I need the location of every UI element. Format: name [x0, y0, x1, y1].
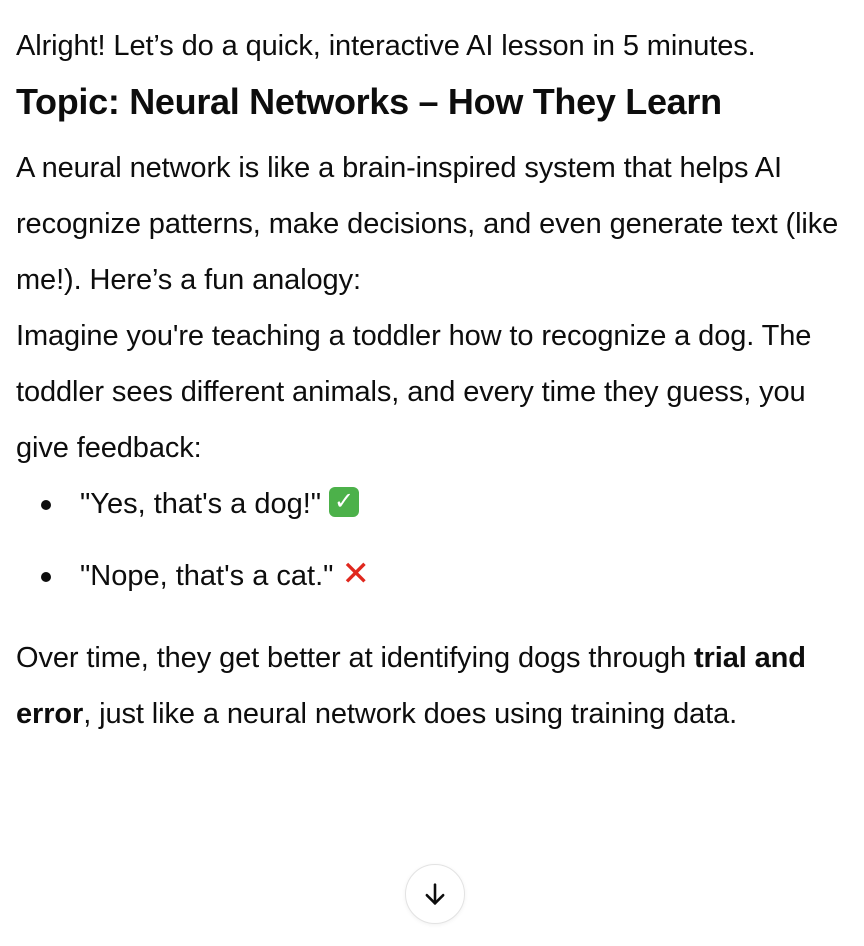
list-item-text: "Yes, that's a dog!" [80, 488, 322, 520]
paragraph-text-start: Over time, they get better at identifying dogs through [16, 642, 694, 674]
paragraph-text-end: , just like a neural network does using training data. [83, 698, 738, 730]
bullet-icon [41, 500, 51, 510]
bullet-icon [41, 572, 51, 582]
scroll-to-bottom-button[interactable] [405, 864, 465, 924]
section-heading: Topic: Neural Networks – How They Learn [16, 81, 722, 122]
assistant-message [16, 18, 860, 742]
paragraph-toddler-analogy: Imagine you're teaching a toddler how to recognize a dog. The toddler sees different animals, and every time they guess, you give feedback: [16, 320, 812, 464]
bold-phrase: trial and error [16, 642, 806, 730]
paragraph-neural-network: A neural network is like a brain-inspired system that helps AI recognize patterns, make decisions, and even generate text (like me!). Here’s a fun analogy: [16, 152, 839, 296]
list-item-text: "Nope, that's a cat." [80, 560, 334, 592]
paragraph-trial-and-error [16, 630, 860, 742]
list-item [16, 548, 860, 604]
feedback-list [16, 476, 860, 604]
list-item [16, 476, 860, 532]
arrow-down-icon [421, 880, 449, 908]
intro-text: Alright! Let’s do a quick, interactive AI lesson in 5 minutes. [16, 30, 756, 62]
cross-mark-icon: ✕ [341, 555, 370, 594]
check-mark-button-icon: ✓ [329, 487, 359, 517]
